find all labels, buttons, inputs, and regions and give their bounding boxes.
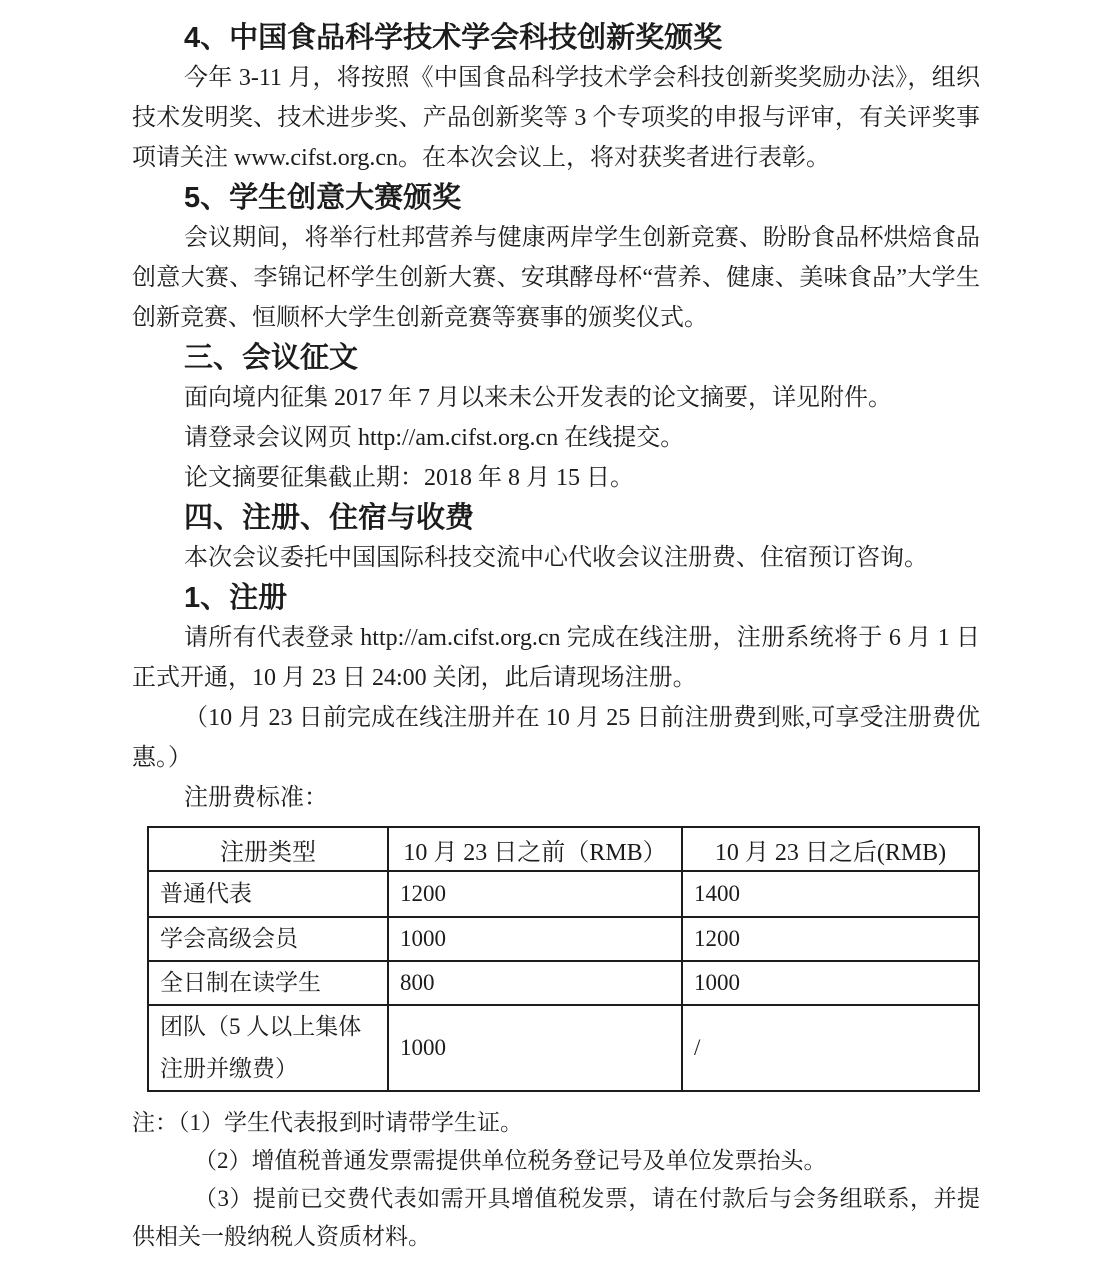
para-student-contest-award: 会议期间，将举行杜邦营养与健康两岸学生创新竞赛、盼盼食品杯烘焙食品创意大赛、李锦记杯学生创新大赛、安琪酵母杯“营养、健康、美味食品”大学生创新竞赛、恒顺杯大学生创新竞赛等赛事的颁奖仪式。 xyxy=(132,225,980,331)
notes xyxy=(132,1104,980,1256)
fee-after-cell: 1000 xyxy=(682,961,979,1005)
table-row xyxy=(148,1005,979,1091)
table-row xyxy=(148,871,979,917)
fee-before-cell: 1000 xyxy=(388,917,682,961)
heading-student-contest-award: 5、学生创意大赛颁奖 xyxy=(184,182,462,214)
para-tech-innovation-award: 今年 3-11 月，将按照《中国食品科学技术学会科技创新奖奖励办法》，组织技术发明奖、技术进步奖、产品创新奖等 3 个专项奖的申报与评审，有关评奖事项请关注 www.cifst.org.cn。在本次会议上，将对获奖者进行表彰。 xyxy=(132,65,980,171)
para-registration-agent: 本次会议委托中国国际科技交流中心代收会议注册费、住宿预订咨询。 xyxy=(184,545,928,571)
para-register-discount: （10 月 23 日前完成在线注册并在 10 月 25 日前注册费到账,可享受注册费优惠。） xyxy=(132,705,980,771)
fee-category-cell: 全日制在读学生 xyxy=(148,961,388,1005)
fee-standard-label: 注册费标准： xyxy=(184,785,328,811)
header-category: 注册类型 xyxy=(148,827,388,871)
heading-register: 1、注册 xyxy=(184,582,288,614)
note-invoice-tax-id: （2）增值税普通发票需提供单位税务登记号及单位发票抬头。 xyxy=(194,1148,827,1173)
para-register-online: 请所有代表登录 http://am.cifst.org.cn 完成在线注册，注册系统将于 6 月 1 日正式开通，10 月 23 日 24:00 关闭，此后请现场注册。 xyxy=(132,625,980,691)
registration-fee-table xyxy=(147,826,980,1092)
header-after-oct23: 10 月 23 日之后(RMB) xyxy=(682,827,979,871)
heading-registration-fees: 四、注册、住宿与收费 xyxy=(184,502,475,534)
para-call-scope: 面向境内征集 2017 年 7 月以来未公开发表的论文摘要，详见附件。 xyxy=(184,385,892,411)
note-vat-invoice: （3）提前已交费代表如需开具增值税发票，请在付款后与会务组联系，并提供相关一般纳税人资质材料。 xyxy=(132,1186,980,1249)
header-before-oct23: 10 月 23 日之前（RMB） xyxy=(388,827,682,871)
fee-before-cell: 1200 xyxy=(388,871,682,917)
table-row xyxy=(148,917,979,961)
fee-before-cell: 800 xyxy=(388,961,682,1005)
fee-category-cell: 团队（5 人以上集体注册并缴费） xyxy=(148,1005,388,1091)
note-student-id: 注：（1）学生代表报到时请带学生证。 xyxy=(132,1110,523,1135)
table-row xyxy=(148,961,979,1005)
fee-after-cell: 1400 xyxy=(682,871,979,917)
fee-after-cell: / xyxy=(682,1005,979,1091)
fee-category-cell: 普通代表 xyxy=(148,871,388,917)
fee-after-cell: 1200 xyxy=(682,917,979,961)
para-call-deadline: 论文摘要征集截止期：2018 年 8 月 15 日。 xyxy=(184,465,634,491)
para-call-submit: 请登录会议网页 http://am.cifst.org.cn 在线提交。 xyxy=(184,425,685,451)
heading-tech-innovation-award: 4、中国食品科学技术学会科技创新奖颁奖 xyxy=(184,22,723,54)
fee-category-cell: 学会高级会员 xyxy=(148,917,388,961)
table-header-row xyxy=(148,827,979,871)
heading-call-for-papers: 三、会议征文 xyxy=(184,342,359,374)
fee-before-cell: 1000 xyxy=(388,1005,682,1091)
